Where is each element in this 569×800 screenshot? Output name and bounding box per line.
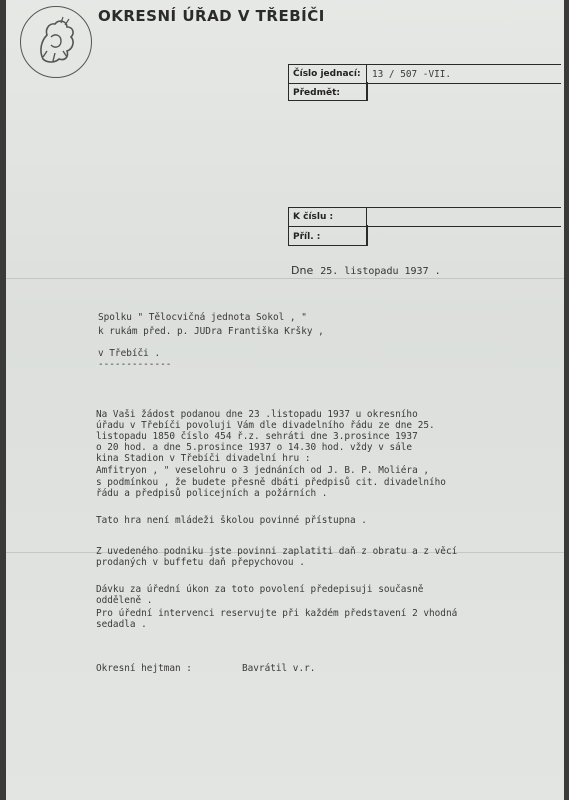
issuing-office-heading: OKRESNÍ ÚŘAD V TŘEBÍČI bbox=[98, 7, 325, 25]
reference-number-value: 13 / 507 -VII. bbox=[372, 69, 452, 80]
attachments-label: Příl. : bbox=[293, 232, 321, 242]
body-line: Na Vaši žádost podanou dne 23 .listopadu 1937 u okresního bbox=[96, 409, 418, 420]
body-line: Tato hra není mládeži školou povinné přístupna . bbox=[96, 515, 367, 526]
addressee-underline: ------------- bbox=[98, 359, 172, 370]
body-line: Dávku za úřední úkon za toto povolení předepisuji současně bbox=[96, 584, 424, 595]
body-line: s podmínkou , že budete přesně dbáti předpisů cit. divadelního bbox=[96, 477, 446, 488]
signature-name: Bavrátil v.r. bbox=[242, 663, 316, 674]
signature-title: Okresní hejtman : bbox=[96, 663, 192, 674]
body-line: kina Stadion v Třebíči divadelní hru : bbox=[96, 453, 311, 464]
body-line: řádu a předpisů policejních a požárních . bbox=[96, 488, 328, 499]
box-divider bbox=[366, 64, 367, 100]
body-line: Amfitryon , " veselohru o 3 jednáních od J. B. P. Moliéra , bbox=[96, 465, 430, 476]
reference-number-label: Číslo jednací: bbox=[293, 69, 361, 79]
body-line: úřadu v Třebíči povoluji Vám dle divadelního řádu ze dne 25. bbox=[96, 420, 435, 431]
lion-emblem-icon bbox=[21, 7, 91, 77]
addressee-city: v Třebíči . bbox=[98, 348, 161, 359]
addressee-line: Spolku " Tělocvičná jednota Sokol , " bbox=[98, 312, 307, 323]
body-line: o 20 hod. a dne 5.prosince 1937 o 14.30 hod. vždy v sále bbox=[96, 442, 413, 453]
body-line: sedadla . bbox=[96, 619, 147, 630]
body-line: listopadu 1850 číslo 454 ř.z. sehráti dne 3.prosince 1937 bbox=[96, 431, 418, 442]
issue-date bbox=[291, 264, 441, 277]
subject-label: Předmět: bbox=[293, 88, 340, 98]
body-line: odděleně . bbox=[96, 595, 153, 606]
date-label: Dne bbox=[291, 264, 314, 277]
document-page bbox=[6, 0, 564, 800]
coat-of-arms-seal bbox=[20, 6, 92, 78]
related-number-label: K číslu : bbox=[293, 212, 334, 222]
body-line: Z uvedeného podniku jste povinni zaplatiti daň z obratu a z věcí bbox=[96, 546, 458, 557]
body-line: Pro úřední intervenci reservujte při každém představení 2 vhodná bbox=[96, 608, 458, 619]
fold-line bbox=[6, 278, 564, 279]
date-value: 25. listopadu 1937 . bbox=[320, 266, 441, 277]
body-line: prodaných v buffetu daň přepychovou . bbox=[96, 557, 305, 568]
box-divider bbox=[366, 207, 367, 245]
addressee-line: k rukám před. p. JUDra Františka Kršky , bbox=[98, 326, 324, 337]
